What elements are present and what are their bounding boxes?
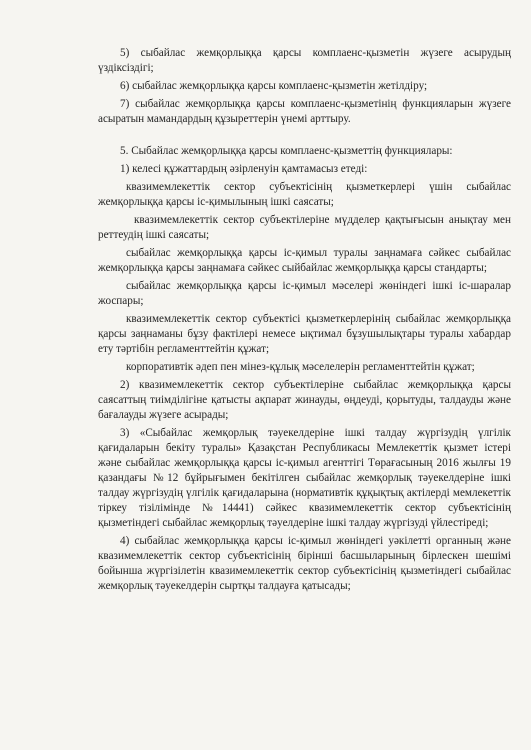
- function-item-3: 3) «Сыбайлас жемқорлық тәуекелдеріне ішкі талдау жүргізудің үлгілік қағидаларын бекіту туралы» Қазақстан Республикасы Мемлекеттік қызмет істері және сыбайлас жемқорлыққа қарсы іс-қимыл агенттігі Төрағасының 2016 жылғы 19 қазандағы №12 бұйрығымен бекітілген сыбайлас жемқорлық тәуекелдеріне ішкі талдау жүргізудің үлгілік қағидаларына (нормативтік құқықтық актілерді мемлекеттік тіркеу тізілімінде №14441) сәйкес квазимемлекеттік сектор субъектісінің қызметіндегі сыбайлас жемқорлық тәуелдеріне ішкі талдау жүргізуді үйлестіреді;: [98, 427, 511, 529]
- list-item-6: 6) сыбайлас жемқорлыққа қарсы комплаенс-қызметін жетілдіру;: [120, 80, 428, 92]
- document-item-conflict-of-interest: квазимемлекеттік сектор субъектілеріне мүдделер қақтығысын анықтау мен реттеудің ішкі саясаты;: [98, 214, 511, 241]
- document-item-internal-policy: квазимемлекеттік сектор субъектісінің қызметкерлері үшін сыбайлас жемқорлыққа қарсы іс-қимылының ішкі саясаты;: [98, 181, 511, 208]
- function-item-2: 2) квазимемлекеттік сектор субъектілеріне сыбайлас жемқорлыққа қарсы саясаттың тиімділігіне қатысты ақпарат жинауды, өңдеуді, қорытуды, талдауды және бағалауды жүзеге асырады;: [98, 379, 511, 421]
- function-item-1: 1) келесі құжаттардың әзірленуін қамтамасыз етеді:: [120, 163, 368, 175]
- list-item-7: 7) сыбайлас жемқорлыққа қарсы комплаенс-қызметінің функцияларын жүзеге асыратын мамандардың құзыреттерін үнемі арттыру.: [98, 98, 511, 125]
- paragraph-gap: [98, 130, 511, 144]
- function-item-4: 4) сыбайлас жемқорлыққа қарсы іс-қимыл жөніндегі уәкілетті органның және квазимемлекеттік сектор субъектісінің бірінші басшыларының бірлескен шешімі бойынша жүргізілетін квазимемлекеттік сектор субъектісінің қызметіндегі сыбайлас жемқорлық тәуекелдерін сыртқы талдауға қатысады;: [98, 535, 511, 592]
- document-item-reporting-procedure: квазимемлекеттік сектор субъектісі қызметкерлерінің сыбайлас жемқорлыққа қарсы заңнаманы бұзу фактілері немесе ықтимал бұзушылықтары туралы хабардар ету тәртібін регламенттейтін құжат;: [98, 313, 511, 355]
- document-item-standard: сыбайлас жемқорлыққа қарсы іс-қимыл туралы заңнамаға сәйкес сыбайлас жемқорлыққа қарсы заңнамаға сәйкес сыйбайлас жемқорлыққа қарсы стандарты;: [98, 247, 511, 274]
- list-item-5: 5) сыбайлас жемқорлыққа қарсы комплаенс-қызметін жүзеге асырудың үздіксіздігі;: [98, 47, 511, 74]
- document-item-action-plan: сыбайлас жемқорлыққа қарсы іс-қимыл мәселері жөніндегі ішкі іс-шаралар жоспары;: [98, 280, 511, 307]
- document-item-ethics: корпоративтік әдеп пен мінез-құлық мәселелерін регламенттейтін құжат;: [126, 361, 475, 373]
- section-5-heading: 5. Сыбайлас жемқорлыққа қарсы комплаенс-қызметтің функциялары:: [120, 145, 453, 157]
